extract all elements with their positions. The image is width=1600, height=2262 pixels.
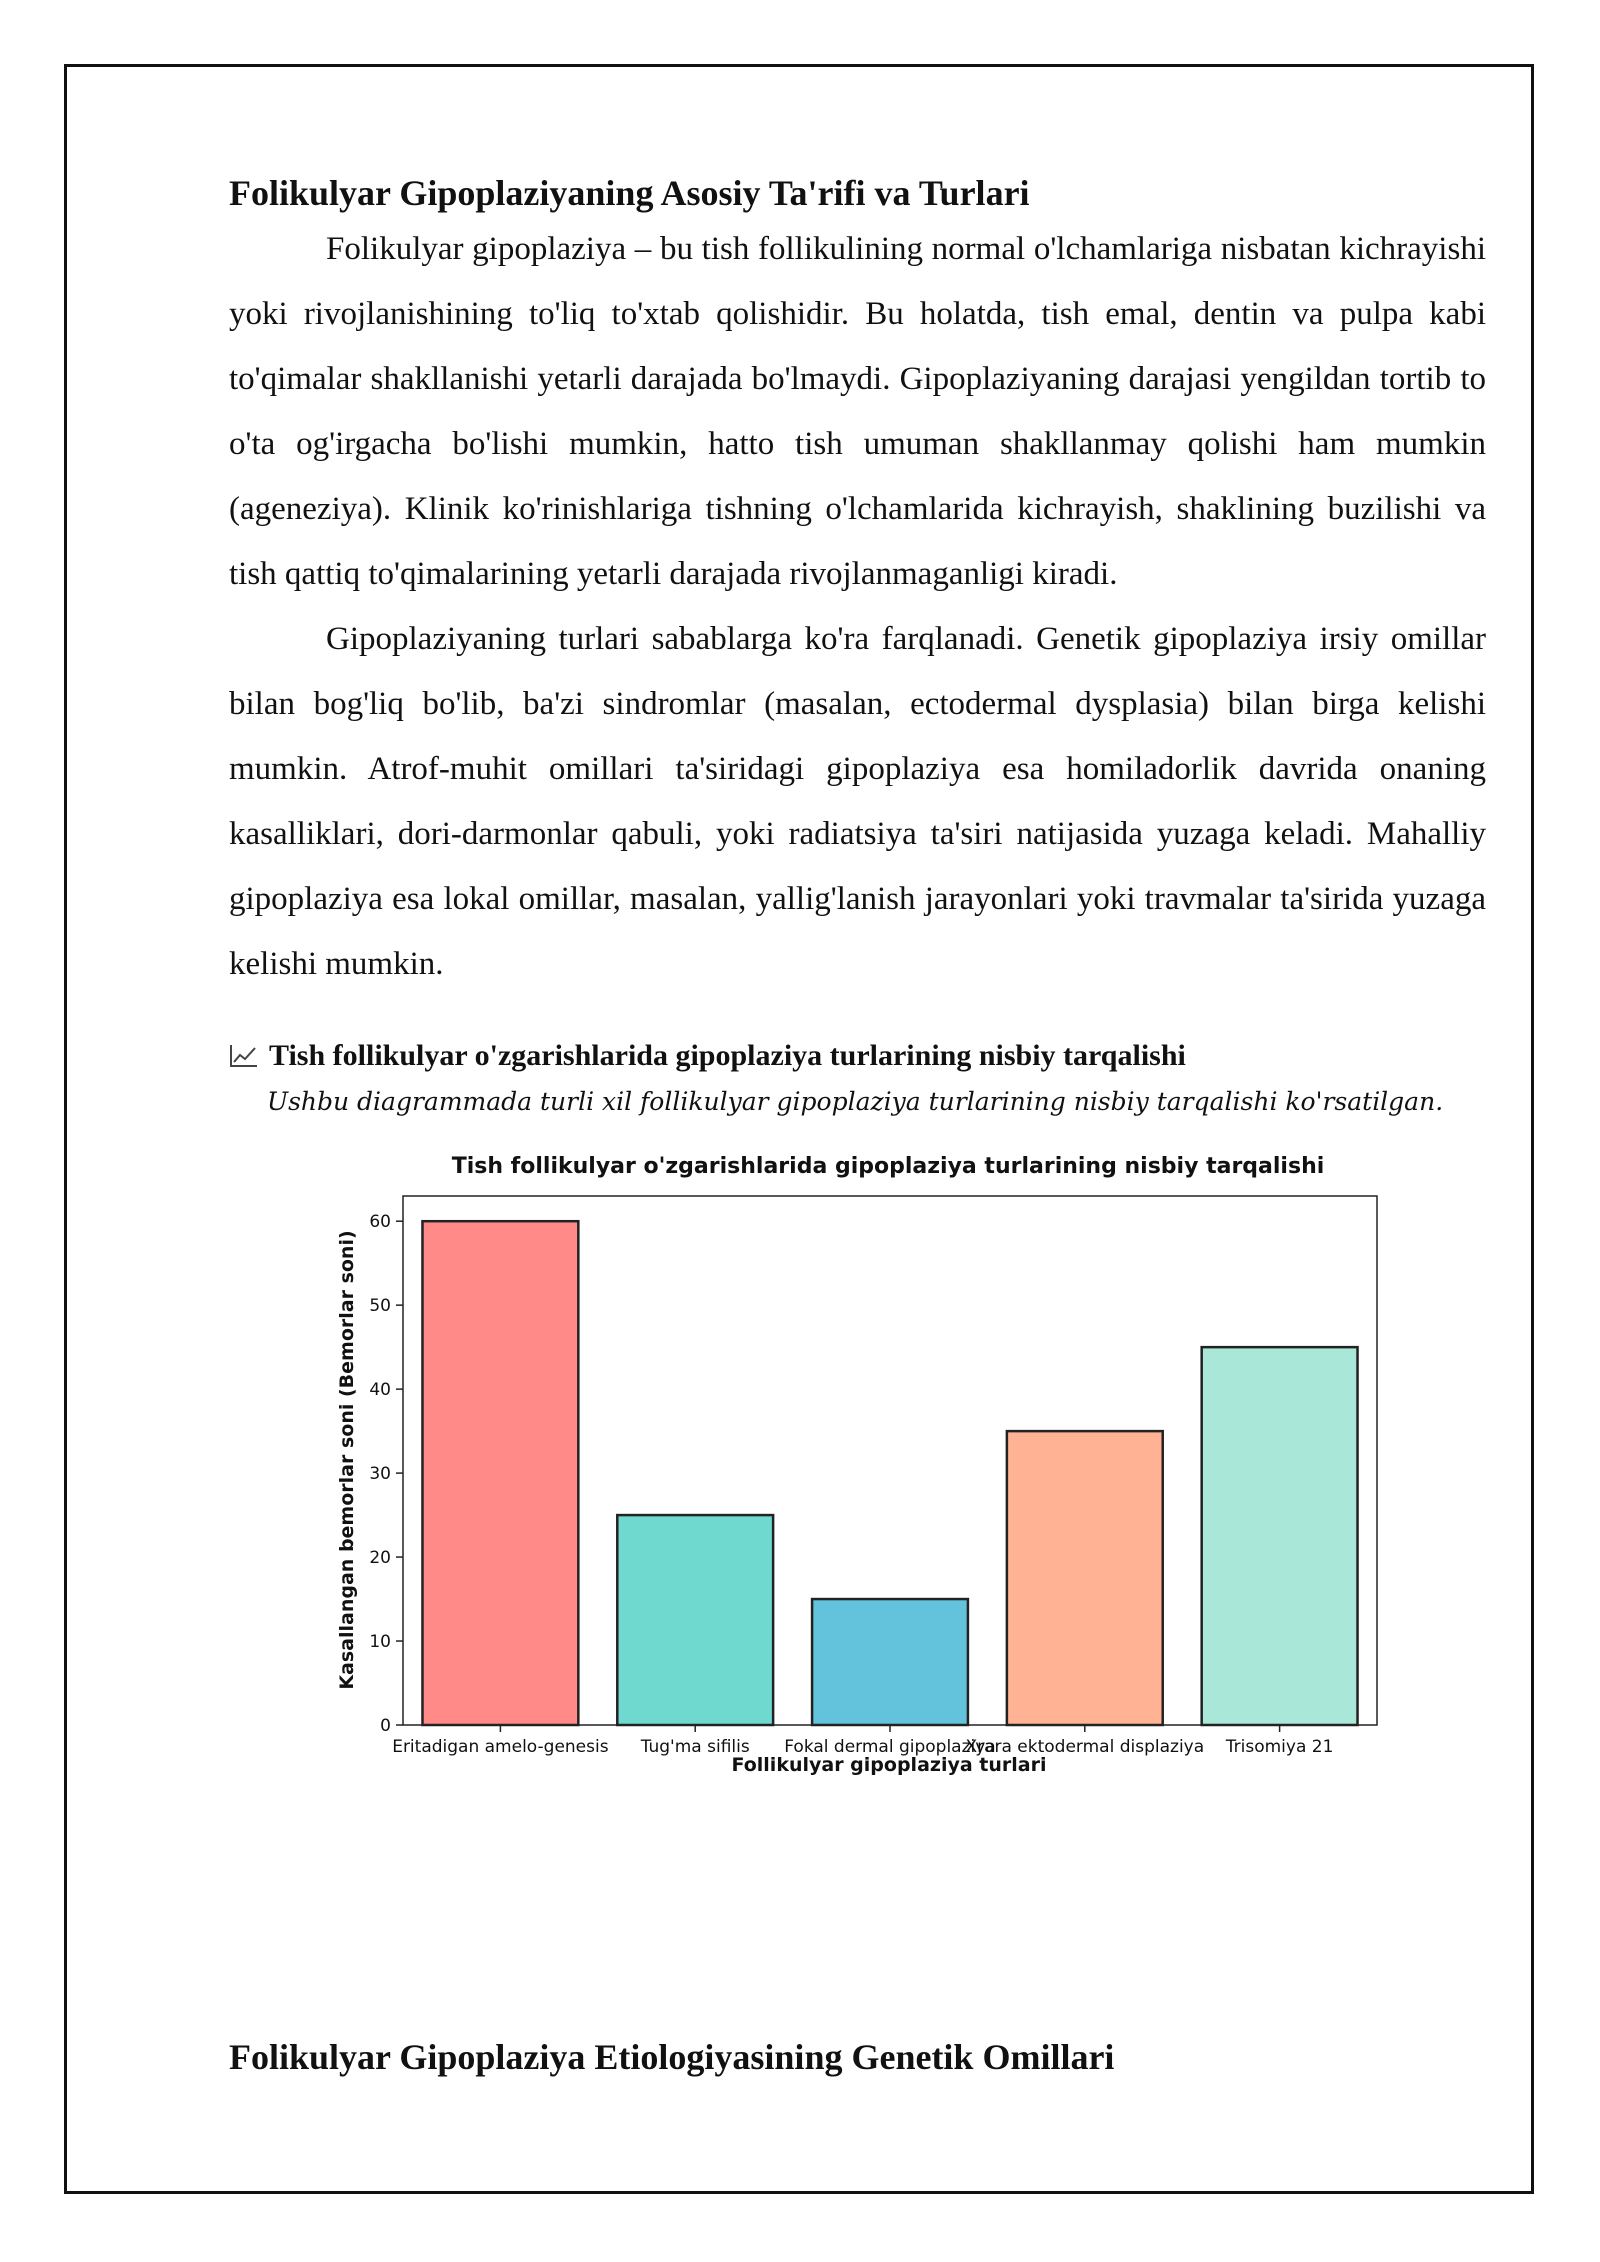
figure-heading	[229, 1039, 1486, 1073]
section-heading-1: Folikulyar Gipoplaziyaning Asosiy Ta'rifi va Turlari	[229, 173, 1030, 213]
main-content	[229, 170, 1486, 1789]
y-tick-label: 0	[380, 1715, 391, 1736]
bar-3	[812, 1599, 968, 1725]
figure-caption: Ushbu diagrammada turli xil follikulyar gipoplaziya turlarining nisbiy tarqalishi ko'rsatilgan.	[267, 1086, 1444, 1116]
chart-title: Tish follikulyar o'zgarishlarida gipoplaziya turlarining nisbiy tarqalishi	[451, 1153, 1325, 1179]
figure-title: Tish follikulyar o'zgarishlarida gipoplaziya turlarining nisbiy tarqalishi	[269, 1038, 1186, 1072]
y-tick-label: 50	[369, 1295, 391, 1316]
section-heading-2: Folikulyar Gipoplaziya Etiologiyasining Genetik Omillari	[229, 2037, 1115, 2077]
x-axis-label: Follikulyar gipoplaziya turlari	[731, 1753, 1047, 1776]
y-tick-label: 30	[369, 1463, 391, 1484]
paragraph-2: Gipoplaziyaning turlari sabablarga ko'ra farqlanadi. Genetik gipoplaziya irsiy omillar bilan bog'liq bo'lib, ba'zi sindromlar (masalan, ectodermal dysplasia) bilan birga kelishi mumkin. Atrof-muhit omillari ta'siridagi gipoplaziya esa homiladorlik davrida onaning kasalliklari, dori-darmonlar qabuli, yoki radiatsiya ta'siri natijasida yuzaga keladi. Mahalliy gipoplaziya esa lokal omillar, masalan, yallig'lanish jarayonlari yoki travmalar ta'sirida yuzaga kelishi mumkin.	[229, 620, 1486, 982]
x-tick-label: Fokal dermal gipoplaziya	[784, 1736, 996, 1757]
section-2	[229, 2034, 1114, 2081]
bar-1	[422, 1221, 578, 1725]
bar-2	[617, 1515, 773, 1725]
y-tick-label: 60	[369, 1211, 391, 1232]
y-axis-label: Kasallangan bemorlar soni (Bemorlar soni)	[336, 1230, 358, 1690]
x-tick-label: Trisomiya 21	[1225, 1736, 1334, 1757]
chart-line-icon	[229, 1043, 259, 1069]
paragraph-1: Folikulyar gipoplaziya – bu tish follikulining normal o'lchamlariga nisbatan kichrayishi yoki rivojlanishining to'liq to'xtab qolishidir. Bu holatda, tish emal, dentin va pulpa kabi to'qimalar shakllanishi yetarli darajada bo'lmaydi. Gipoplaziyaning darajasi yengildan tortib to o'ta og'irgacha bo'lishi mumkin, hatto tish umuman shakllanmay qolishi ham mumkin (ageneziya). Klinik ko'rinishlariga tishning o'lchamlarida kichrayish, shaklining buzilishi va tish qattiq to'qimalarining yetarli darajada rivojlanmaganligi kiradi.	[229, 230, 1486, 592]
bar-chart	[229, 1134, 1486, 1784]
y-tick-label: 40	[369, 1379, 391, 1400]
chart-container	[229, 1134, 1486, 1789]
x-tick-label: Tug'ma sifilis	[640, 1736, 750, 1757]
bar-4	[1007, 1431, 1163, 1725]
x-tick-label: Xrara ektodermal displaziya	[965, 1736, 1205, 1757]
bar-5	[1202, 1347, 1358, 1725]
y-tick-label: 10	[369, 1631, 391, 1652]
x-tick-label: Eritadigan amelo-genesis	[392, 1736, 609, 1757]
y-tick-label: 20	[369, 1547, 391, 1568]
